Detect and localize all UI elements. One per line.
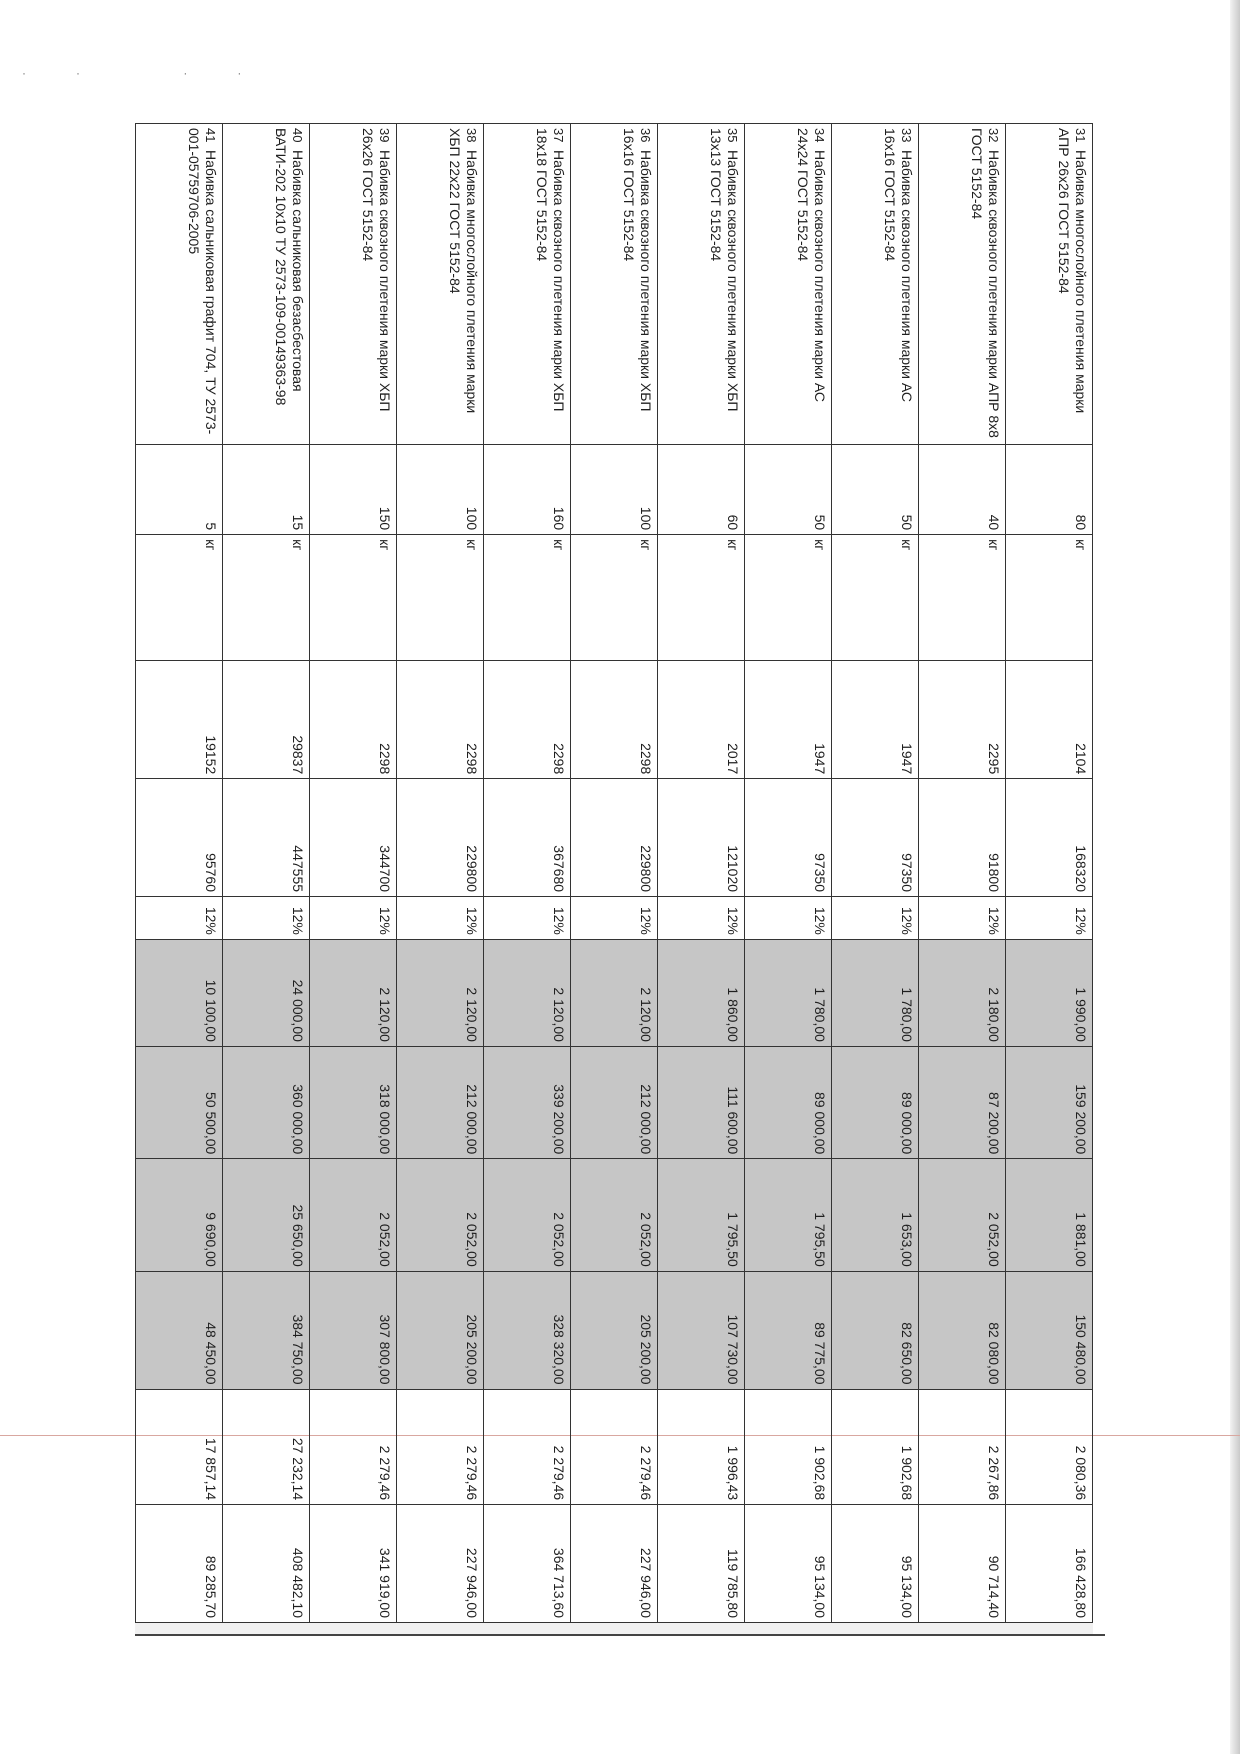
table-footer-shade — [135, 1622, 1093, 1634]
cell-qty: 50 — [745, 445, 832, 535]
cell-initial-price: 2298 — [571, 661, 658, 779]
cell-unit: кг — [832, 535, 919, 661]
cell-initial-price: 2017 — [658, 661, 745, 779]
cell-price-without-vat: 2 279,46 — [571, 1389, 658, 1505]
cell-name — [745, 124, 832, 445]
cell-initial-price: 2298 — [397, 661, 484, 779]
item-name: Набивка многослойного плетения марки АПР 26х26 ГОСТ 5152-84 — [1056, 128, 1089, 414]
cell-offer-sum-1: 89 000,00 — [745, 1046, 832, 1158]
cell-offer-price-2: 2 052,00 — [310, 1159, 397, 1271]
cell-offer-sum-1: 212 000,00 — [397, 1046, 484, 1158]
cell-initial-sum: 367680 — [484, 779, 571, 897]
cell-offer-sum-1: 360 000,00 — [223, 1046, 310, 1158]
cell-sum-without-vat: 227 946,00 — [397, 1505, 484, 1623]
row-number: 34 — [812, 128, 827, 143]
cell-offer-price-2: 2 052,00 — [484, 1159, 571, 1271]
cell-offer-price-2: 1 795,50 — [745, 1159, 832, 1271]
cell-sum-without-vat: 227 946,00 — [571, 1505, 658, 1623]
cell-unit: кг — [397, 535, 484, 661]
cell-price-without-vat: 2 279,46 — [310, 1389, 397, 1505]
cell-qty: 80 — [1006, 445, 1093, 535]
table-row — [223, 124, 310, 1623]
cell-sum-without-vat: 95 134,00 — [832, 1505, 919, 1623]
item-name: Набивка сквозного плетения марки ХБП 13х13 ГОСТ 5152-84 — [708, 128, 741, 412]
cell-offer-price-1: 2 120,00 — [310, 939, 397, 1046]
cell-initial-sum: 121020 — [658, 779, 745, 897]
cell-sum-without-vat: 89 285,70 — [136, 1505, 223, 1623]
table-row — [658, 124, 745, 1623]
cell-unit: кг — [658, 535, 745, 661]
cell-initial-sum: 168320 — [1006, 779, 1093, 897]
cell-offer-sum-2: 307 800,00 — [310, 1271, 397, 1389]
item-name: Набивка сквозного плетения марки АС 24х24 ГОСТ 5152-84 — [795, 128, 828, 403]
cell-offer-price-2: 1 653,00 — [832, 1159, 919, 1271]
cell-offer-price-2: 25 650,00 — [223, 1159, 310, 1271]
cell-name — [136, 124, 223, 445]
cell-price-without-vat: 1 902,68 — [832, 1389, 919, 1505]
cell-offer-price-1: 2 120,00 — [484, 939, 571, 1046]
cell-name — [832, 124, 919, 445]
cell-offer-price-2: 9 690,00 — [136, 1159, 223, 1271]
item-name: Набивка многослойного плетения марки ХБП 22х22 ГОСТ 5152-84 — [447, 128, 480, 414]
table-row — [136, 124, 223, 1623]
row-number: 39 — [377, 128, 392, 143]
cell-vat-rate: 12% — [223, 897, 310, 940]
cell-offer-sum-2: 48 450,00 — [136, 1271, 223, 1389]
cell-initial-sum: 229800 — [571, 779, 658, 897]
cell-price-without-vat: 2 279,46 — [484, 1389, 571, 1505]
cell-initial-sum: 91800 — [919, 779, 1006, 897]
item-name: Набивка сквозного плетения марки ХБП 26х26 ГОСТ 5152-84 — [360, 128, 393, 412]
cell-offer-sum-1: 339 200,00 — [484, 1046, 571, 1158]
table-row — [397, 124, 484, 1623]
cell-price-without-vat: 27 232,14 — [223, 1389, 310, 1505]
cell-unit: кг — [919, 535, 1006, 661]
table-row — [1006, 124, 1093, 1623]
cell-offer-price-1: 2 120,00 — [397, 939, 484, 1046]
cell-vat-rate: 12% — [397, 897, 484, 940]
cell-name — [571, 124, 658, 445]
cell-unit: кг — [745, 535, 832, 661]
cell-name — [484, 124, 571, 445]
row-number: 37 — [551, 128, 566, 143]
cell-offer-price-1: 2 120,00 — [571, 939, 658, 1046]
rotated-table-wrapper — [135, 123, 1093, 1623]
table-row — [484, 124, 571, 1623]
cell-name — [1006, 124, 1093, 445]
cell-offer-sum-2: 82 650,00 — [832, 1271, 919, 1389]
row-number: 33 — [899, 128, 914, 143]
row-number: 31 — [1073, 128, 1088, 143]
scan-edge-shadow — [1230, 0, 1240, 1754]
cell-vat-rate: 12% — [310, 897, 397, 940]
cell-initial-price: 1947 — [832, 661, 919, 779]
cell-initial-sum: 97350 — [745, 779, 832, 897]
cell-unit: кг — [223, 535, 310, 661]
cell-offer-sum-2: 205 200,00 — [571, 1271, 658, 1389]
cell-sum-without-vat: 90 714,40 — [919, 1505, 1006, 1623]
table-row — [310, 124, 397, 1623]
cell-name — [919, 124, 1006, 445]
row-number: 36 — [638, 128, 653, 143]
row-number: 41 — [203, 128, 218, 143]
row-number: 38 — [464, 128, 479, 143]
cell-price-without-vat: 2 279,46 — [397, 1389, 484, 1505]
row-number: 35 — [725, 128, 740, 143]
item-name: Набивка сквозного плетения марки АС 16х16 ГОСТ 5152-84 — [882, 128, 915, 403]
cell-qty: 5 — [136, 445, 223, 535]
cell-offer-price-2: 2 052,00 — [571, 1159, 658, 1271]
row-number: 32 — [986, 128, 1001, 143]
cell-offer-price-2: 1 881,00 — [1006, 1159, 1093, 1271]
cell-vat-rate: 12% — [745, 897, 832, 940]
cell-sum-without-vat: 119 785,80 — [658, 1505, 745, 1623]
cell-offer-price-1: 1 780,00 — [745, 939, 832, 1046]
cell-offer-price-1: 1 990,00 — [1006, 939, 1093, 1046]
cell-price-without-vat: 17 857,14 — [136, 1389, 223, 1505]
cell-offer-sum-1: 89 000,00 — [832, 1046, 919, 1158]
cell-price-without-vat: 1 902,68 — [745, 1389, 832, 1505]
cell-offer-sum-2: 82 080,00 — [919, 1271, 1006, 1389]
cell-offer-price-2: 2 052,00 — [397, 1159, 484, 1271]
cell-qty: 160 — [484, 445, 571, 535]
cell-initial-price: 19152 — [136, 661, 223, 779]
cell-unit: кг — [571, 535, 658, 661]
cell-initial-sum: 97350 — [832, 779, 919, 897]
cell-sum-without-vat: 95 134,00 — [745, 1505, 832, 1623]
cell-name — [310, 124, 397, 445]
item-name: Набивка сальниковая безасбестовая ВАТИ-202 10х10 ТУ 2573-109-00149363-98 — [273, 128, 306, 406]
cell-initial-sum: 344700 — [310, 779, 397, 897]
cell-offer-sum-2: 107 730,00 — [658, 1271, 745, 1389]
table-row — [919, 124, 1006, 1623]
table-bottom-rule — [135, 1634, 1105, 1636]
cell-vat-rate: 12% — [658, 897, 745, 940]
price-table — [135, 123, 1093, 1623]
cell-price-without-vat: 2 267,86 — [919, 1389, 1006, 1505]
cell-offer-sum-1: 318 000,00 — [310, 1046, 397, 1158]
row-number: 40 — [290, 128, 305, 143]
cell-offer-sum-1: 87 200,00 — [919, 1046, 1006, 1158]
cell-offer-sum-1: 50 500,00 — [136, 1046, 223, 1158]
cell-offer-sum-1: 212 000,00 — [571, 1046, 658, 1158]
cell-name — [223, 124, 310, 445]
cell-offer-sum-2: 89 775,00 — [745, 1271, 832, 1389]
cell-initial-price: 1947 — [745, 661, 832, 779]
cell-name — [658, 124, 745, 445]
cell-offer-price-1: 2 180,00 — [919, 939, 1006, 1046]
cell-initial-price: 2298 — [484, 661, 571, 779]
cell-qty: 50 — [832, 445, 919, 535]
cell-offer-sum-2: 384 750,00 — [223, 1271, 310, 1389]
cell-qty: 100 — [571, 445, 658, 535]
cell-vat-rate: 12% — [1006, 897, 1093, 940]
item-name: Набивка сальниковая графит 704, ТУ 2573-001-05759706-2005 — [186, 128, 219, 435]
cell-vat-rate: 12% — [484, 897, 571, 940]
cell-offer-sum-2: 205 200,00 — [397, 1271, 484, 1389]
cell-qty: 100 — [397, 445, 484, 535]
table-row — [832, 124, 919, 1623]
cell-offer-price-1: 1 860,00 — [658, 939, 745, 1046]
cell-qty: 150 — [310, 445, 397, 535]
table-row — [745, 124, 832, 1623]
cell-initial-sum: 229800 — [397, 779, 484, 897]
cell-qty: 40 — [919, 445, 1006, 535]
cell-initial-price: 2295 — [919, 661, 1006, 779]
cell-offer-price-1: 10 100,00 — [136, 939, 223, 1046]
cell-offer-price-1: 24 000,00 — [223, 939, 310, 1046]
cell-qty: 15 — [223, 445, 310, 535]
cell-offer-sum-2: 150 480,00 — [1006, 1271, 1093, 1389]
cell-unit: кг — [310, 535, 397, 661]
cell-initial-sum: 447555 — [223, 779, 310, 897]
cell-offer-price-2: 1 795,50 — [658, 1159, 745, 1271]
cell-price-without-vat: 2 080,36 — [1006, 1389, 1093, 1505]
cell-sum-without-vat: 364 713,60 — [484, 1505, 571, 1623]
cell-initial-price: 2104 — [1006, 661, 1093, 779]
cell-sum-without-vat: 408 482,10 — [223, 1505, 310, 1623]
cell-initial-sum: 95760 — [136, 779, 223, 897]
cell-sum-without-vat: 341 919,00 — [310, 1505, 397, 1623]
cell-offer-price-2: 2 052,00 — [919, 1159, 1006, 1271]
corner-marks: ·· ·· — [22, 66, 292, 80]
cell-name — [397, 124, 484, 445]
cell-price-without-vat: 1 996,43 — [658, 1389, 745, 1505]
item-name: Набивка сквозного плетения марки ХБП 16х16 ГОСТ 5152-84 — [621, 128, 654, 412]
item-name: Набивка сквозного плетения марки ХБП 18х18 ГОСТ 5152-84 — [534, 128, 567, 412]
item-name: Набивка сквозного плетения марки АПР 8х8 ГОСТ 5152-84 — [969, 128, 1002, 438]
cell-unit: кг — [484, 535, 571, 661]
cell-vat-rate: 12% — [832, 897, 919, 940]
cell-initial-price: 29837 — [223, 661, 310, 779]
cell-vat-rate: 12% — [919, 897, 1006, 940]
cell-offer-sum-2: 328 320,00 — [484, 1271, 571, 1389]
cell-initial-price: 2298 — [310, 661, 397, 779]
cell-offer-sum-1: 111 600,00 — [658, 1046, 745, 1158]
cell-unit: кг — [1006, 535, 1093, 661]
cell-qty: 60 — [658, 445, 745, 535]
table-row — [571, 124, 658, 1623]
cell-offer-sum-1: 159 200,00 — [1006, 1046, 1093, 1158]
cell-vat-rate: 12% — [136, 897, 223, 940]
cell-vat-rate: 12% — [571, 897, 658, 940]
cell-unit: кг — [136, 535, 223, 661]
cell-offer-price-1: 1 780,00 — [832, 939, 919, 1046]
cell-sum-without-vat: 166 428,80 — [1006, 1505, 1093, 1623]
